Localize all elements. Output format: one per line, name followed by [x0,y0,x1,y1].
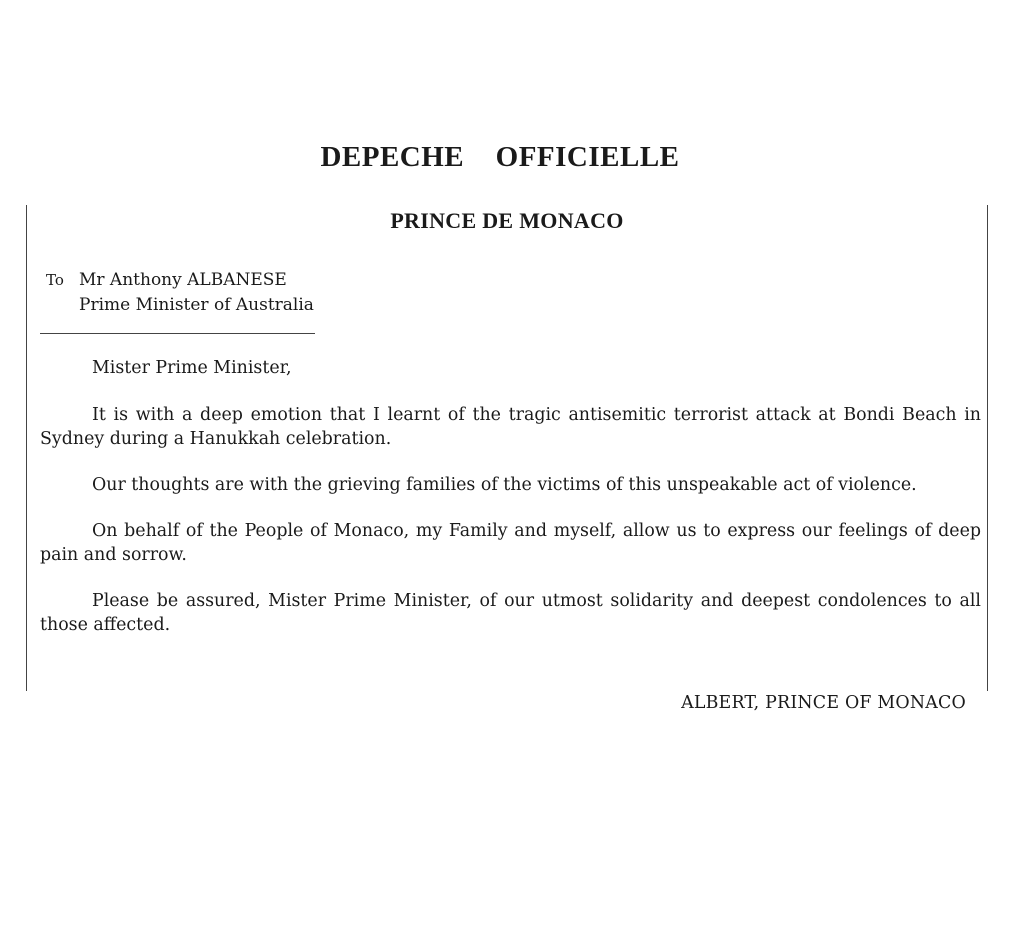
to-label: To [46,271,64,289]
paragraph-4: Please be assured, Mister Prime Minister, of our utmost solidarity and deepest condolences to all those affected. [40,591,981,635]
recipient-line-1 [46,268,314,293]
recipient-name: Mr Anthony ALBANESE [79,270,287,290]
letter-body [40,356,981,659]
frame-right-border [987,205,988,691]
document-title: DEPECHE OFFICIELLE [320,141,680,173]
paragraph-3: On behalf of the People of Monaco, my Family and myself, allow us to express our feelings of deep pain and sorrow. [40,521,981,565]
recipient-block [46,268,314,318]
paragraph-2: Our thoughts are with the grieving families of the victims of this unspeakable act of violence. [92,475,917,495]
salutation: Mister Prime Minister, [92,358,292,378]
signature: ALBERT, PRINCE OF MONACO [681,693,966,713]
frame-left-border [26,205,27,691]
recipient-role: Prime Minister of Australia [79,295,314,315]
separator-rule [40,333,315,334]
paragraph-1: It is with a deep emotion that I learnt of the tragic antisemitic terrorist attack at Bondi Beach in Sydney during a Hanukkah celebration. [40,405,981,449]
document-subtitle: PRINCE DE MONACO [390,208,624,233]
